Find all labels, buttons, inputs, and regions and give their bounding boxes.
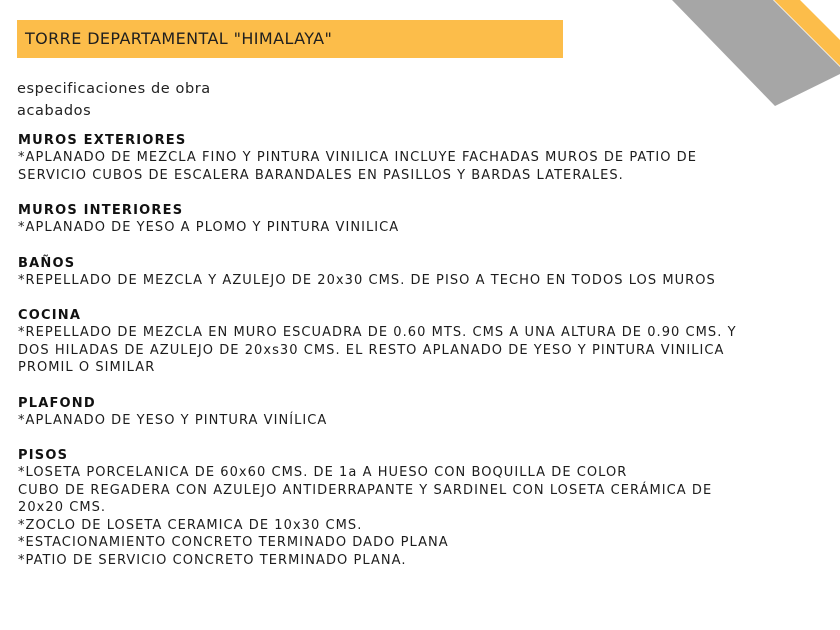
- spec-line: CUBO DE REGADERA CON AZULEJO ANTIDERRAPANTE Y SARDINEL CON LOSETA CERÁMICA DE: [18, 482, 713, 498]
- spec-line: *APLANADO DE MEZCLA FINO Y PINTURA VINILICA INCLUYE FACHADAS MUROS DE PATIO DE: [18, 150, 697, 165]
- spec-line: *PATIO DE SERVICIO CONCRETO TERMINADO PLANA.: [18, 552, 407, 568]
- section-title: PISOS: [18, 448, 69, 463]
- spec-line: *ZOCLO DE LOSETA CERAMICA DE 10x30 CMS.: [18, 517, 363, 533]
- section-title: COCINA: [18, 308, 82, 323]
- section-title: BAÑOS: [18, 255, 76, 271]
- spec-line: 20x20 CMS.: [18, 500, 107, 515]
- section-pisos: [18, 447, 788, 569]
- corner-gray-band: [672, 0, 840, 106]
- specifications-list: [18, 132, 788, 587]
- subtitle-specifications: especificaciones de obra: [17, 81, 211, 97]
- spec-line: *APLANADO DE YESO A PLOMO Y PINTURA VINILICA: [18, 220, 400, 235]
- corner-yellow-band: [774, 0, 840, 66]
- spec-line: PROMIL O SIMILAR: [18, 360, 156, 375]
- subtitle-finishes: acabados: [17, 103, 92, 119]
- section-plafond: [18, 395, 788, 430]
- spec-line: SERVICIO CUBOS DE ESCALERA BARANDALES EN PASILLOS Y BARDAS LATERALES.: [18, 167, 624, 183]
- spec-line: *ESTACIONAMIENTO CONCRETO TERMINADO DADO PLANA: [18, 535, 449, 550]
- spec-line: *REPELLADO DE MEZCLA EN MURO ESCUADRA DE 0.60 MTS. CMS A UNA ALTURA DE 0.90 CMS. Y: [18, 325, 737, 340]
- page-title: TORRE DEPARTAMENTAL "HIMALAYA": [17, 20, 563, 58]
- section-muros-interiores: [18, 202, 788, 237]
- section-muros-exteriores: [18, 132, 788, 184]
- spec-line: DOS HILADAS DE AZULEJO DE 20xs30 CMS. EL RESTO APLANADO DE YESO Y PINTURA VINILICA: [18, 342, 725, 358]
- spec-line: *REPELLADO DE MEZCLA Y AZULEJO DE 20x30 CMS. DE PISO A TECHO EN TODOS LOS MUROS: [18, 272, 716, 288]
- spec-line: *APLANADO DE YESO Y PINTURA VINÍLICA: [18, 412, 328, 428]
- section-title: MUROS INTERIORES: [18, 203, 184, 218]
- spec-line: *LOSETA PORCELANICA DE 60x60 CMS. DE 1a A HUESO CON BOQUILLA DE COLOR: [18, 465, 628, 480]
- section-title: MUROS EXTERIORES: [18, 133, 187, 148]
- section-title: PLAFOND: [18, 395, 96, 411]
- section-cocina: [18, 307, 788, 377]
- section-banos: [18, 255, 788, 290]
